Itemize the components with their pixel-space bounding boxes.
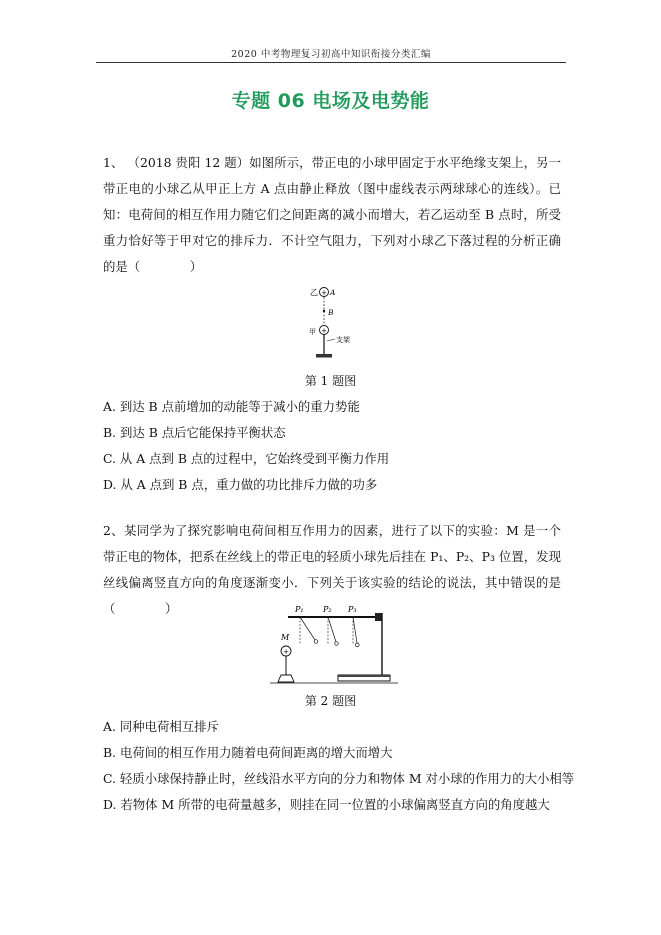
ball-p3 bbox=[356, 643, 360, 647]
q2-option-a: A. 同种电荷相互排斥 bbox=[103, 719, 219, 734]
figure-2 bbox=[270, 603, 400, 687]
thread-p3 bbox=[353, 617, 357, 643]
q2-option-c: C. 轻质小球保持静止时，丝线沿水平方向的分力和物体 M 对小球的作用力的大小相等 bbox=[103, 771, 575, 786]
point-b bbox=[323, 310, 325, 312]
q1-option-d: D. 从 A 点到 B 点，重力做的功比排斥力做的功多 bbox=[103, 477, 378, 492]
q1-option-c: C. 从 A 点到 B 点的过程中，它始终受到平衡力作用 bbox=[103, 451, 390, 466]
figure-1-label-jia: 甲 bbox=[309, 328, 316, 336]
figure-1-label-yi: 乙 bbox=[310, 288, 318, 297]
q2-option-b: B. 电荷间的相互作用力随着电荷间距离的增大而增大 bbox=[103, 745, 393, 760]
figure-2-label-p2: P₂ bbox=[323, 605, 332, 614]
q1-option-b: B. 到达 B 点后它能保持平衡状态 bbox=[103, 425, 286, 440]
ball-p2 bbox=[335, 642, 339, 646]
figure-2-label-m: M bbox=[281, 633, 290, 642]
figure-2-caption: 第 2 题图 bbox=[304, 694, 357, 708]
ball-jia-plus: + bbox=[321, 326, 327, 335]
thread-p2 bbox=[328, 617, 336, 642]
figure-1 bbox=[303, 283, 373, 361]
support-base bbox=[316, 354, 332, 358]
q2-option-d: D. 若物体 M 所带的电荷量越多，则挂在同一位置的小球偏离竖直方向的角度越大 bbox=[103, 797, 550, 812]
q1-option-a: A. 到达 B 点前增加的动能等于减小的重力势能 bbox=[103, 399, 360, 414]
page-header: 2020 中考物理复习初高中知识衔接分类汇编 bbox=[231, 49, 431, 60]
ball-p1 bbox=[314, 640, 318, 644]
figure-1-caption: 第 1 题图 bbox=[304, 374, 357, 388]
figure-1-label-a: A bbox=[330, 288, 336, 297]
question-2-text: 2、某同学为了探究影响电荷间相互作用力的因素，进行了以下的实验：M 是一个带正电的物体，把系在丝线上的带正电的轻质小球先后挂在 P₁、P₂、P₃ 位置，发现丝线偏离竖直方向的角度逐渐变小．下列关于该实验的结论的说法，其中错误的是（ ） bbox=[103, 523, 561, 616]
stand-base-top bbox=[338, 675, 390, 677]
thread-p1 bbox=[300, 617, 315, 640]
header-rule bbox=[96, 62, 566, 63]
figure-1-label-zhijia: 支架 bbox=[336, 336, 350, 344]
page-title: 专题 06 电场及电势能 bbox=[231, 90, 430, 112]
figure-2-label-p1: P₁ bbox=[295, 605, 304, 614]
object-m-plus: + bbox=[283, 648, 289, 656]
bar-clamp bbox=[375, 613, 382, 621]
figure-1-label-b: B bbox=[328, 308, 334, 317]
question-1-text: 1、 （2018 贵阳 12 题）如图所示，带正电的小球甲固定于水平绝缘支架上，另一带正电的小球乙从甲正上方 A 点由静止释放（图中虚线表示两球球心的连线）。已知：电荷间的相互作用力随它们之间距离的减小而增大，若乙运动至 B 点时，所受重力恰好等于甲对它的排斥力．不计空气阻力，下列对小球乙下落过程的分析正确的是（ ） bbox=[103, 155, 561, 274]
figure-2-label-p3: P₃ bbox=[348, 605, 357, 614]
support-pointer bbox=[327, 339, 335, 341]
ball-yi-plus: + bbox=[321, 288, 327, 297]
object-m-base bbox=[278, 675, 294, 682]
